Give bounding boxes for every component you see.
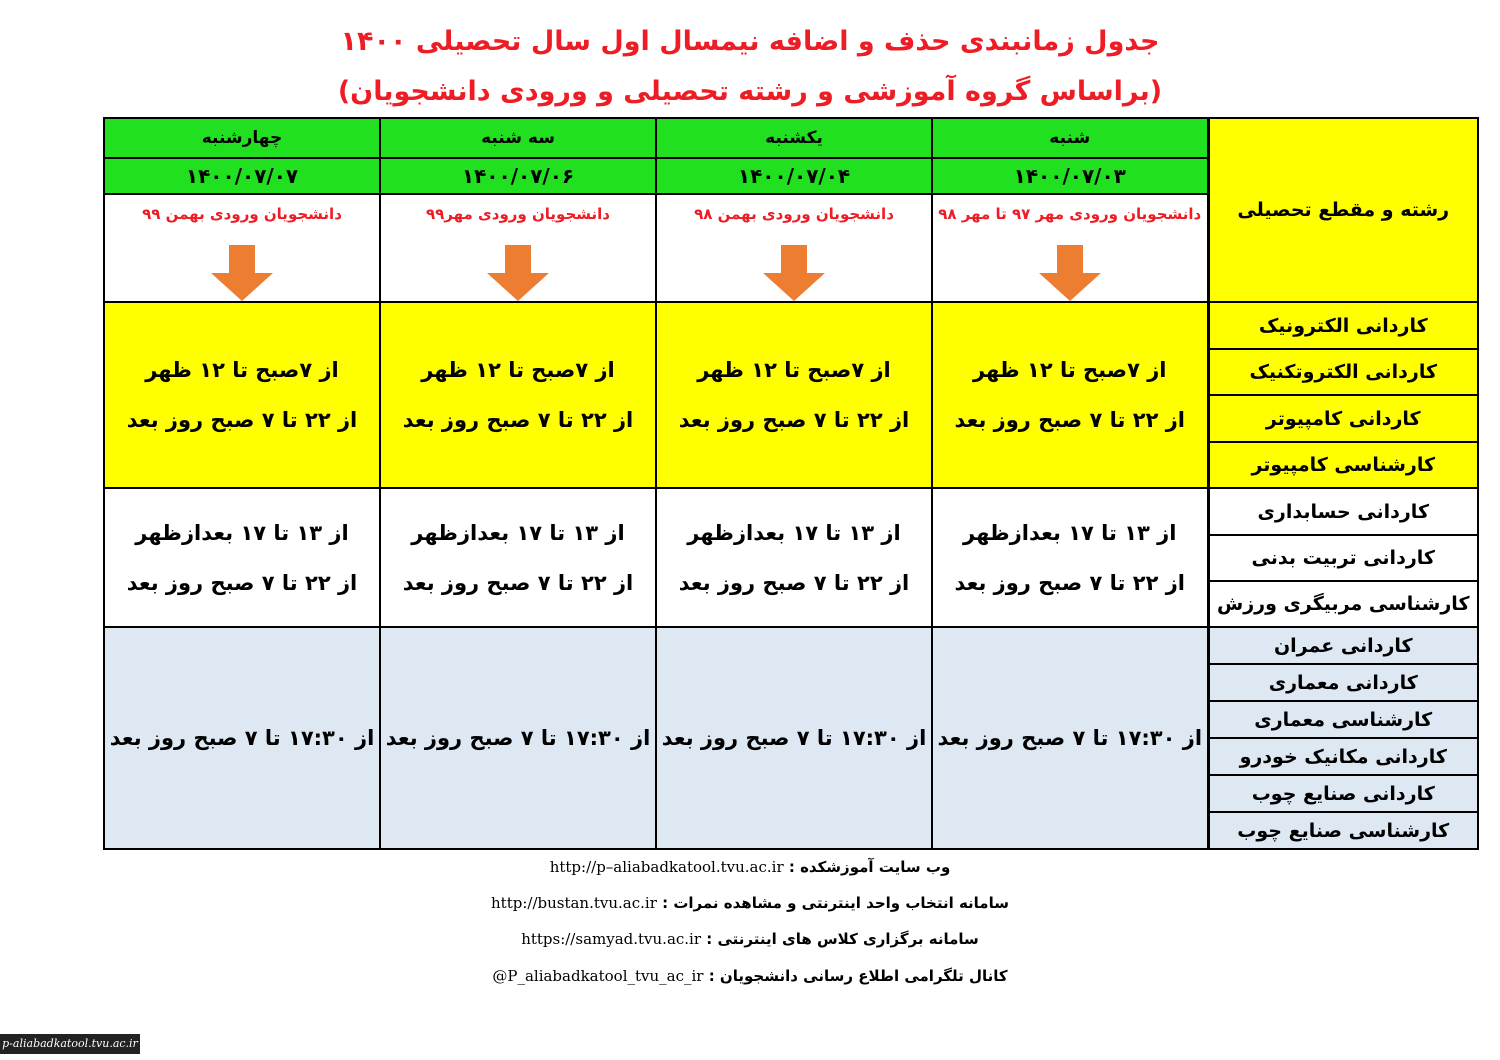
time-cell: از ۷صبح تا ۱۲ ظهر از ۲۲ تا ۷ صبح روز بعد <box>656 302 932 488</box>
down-arrow-icon <box>1039 245 1101 301</box>
footer-telegram <box>0 967 1500 985</box>
program-name: کاردانی عمران <box>1208 627 1478 664</box>
program-name: کاردانی مکانیک خودرو <box>1208 738 1478 775</box>
footer-website-label: وب سایت آموزشکده : <box>783 858 951 876</box>
entry-cell-wednesday <box>104 194 380 302</box>
program-name: کارشناسی معماری <box>1208 701 1478 738</box>
time-cell: از ۱۳ تا ۱۷ بعدازظهر از ۲۲ تا ۷ صبح روز بعد <box>932 488 1208 627</box>
day-name-sunday: یکشنبه <box>656 118 932 158</box>
down-arrow-icon <box>763 245 825 301</box>
program-name: کاردانی الکتروتکنیک <box>1208 349 1478 395</box>
day-name-saturday: شنبه <box>932 118 1208 158</box>
time-cell: از ۱۷:۳۰ تا ۷ صبح روز بعد <box>104 627 380 849</box>
schedule-table <box>103 117 1479 850</box>
entry-cell-saturday <box>932 194 1208 302</box>
program-name: کارشناسی مربیگری ورزش <box>1208 581 1478 627</box>
footer-classes-link[interactable]: https://samyad.tvu.ac.ir <box>521 930 702 948</box>
day-name-wednesday: چهارشنبه <box>104 118 380 158</box>
time-cell: از ۷صبح تا ۱۲ ظهر از ۲۲ تا ۷ صبح روز بعد <box>104 302 380 488</box>
day-date-saturday: ۱۴۰۰/۰۷/۰۳ <box>932 158 1208 194</box>
time-cell: از ۷صبح تا ۱۲ ظهر از ۲۲ تا ۷ صبح روز بعد <box>932 302 1208 488</box>
time-cell: از ۱۳ تا ۱۷ بعدازظهر از ۲۲ تا ۷ صبح روز بعد <box>104 488 380 627</box>
program-name: کارشناسی کامپیوتر <box>1208 442 1478 488</box>
footer-registration-link[interactable]: http://bustan.tvu.ac.ir <box>491 894 657 912</box>
page-subtitle: (براساس گروه آموزشی و رشته تحصیلی و ورودی دانشجویان) <box>337 76 1163 107</box>
time-cell: از ۷صبح تا ۱۲ ظهر از ۲۲ تا ۷ صبح روز بعد <box>380 302 656 488</box>
page-title: جدول زمانبندی حذف و اضافه نیمسال اول سال تحصیلی ۱۴۰۰ <box>340 26 1160 57</box>
time-cell: از ۱۳ تا ۱۷ بعدازظهر از ۲۲ تا ۷ صبح روز بعد <box>656 488 932 627</box>
down-arrow-icon <box>211 245 273 301</box>
footer-classes-label: سامانه برگزاری کلاس های اینترنتی : <box>701 930 979 948</box>
program-name: کاردانی حسابداری <box>1208 488 1478 535</box>
program-name: کاردانی معماری <box>1208 664 1478 701</box>
program-name: کارشناسی صنایع چوب <box>1208 812 1478 849</box>
program-name: کاردانی الکترونیک <box>1208 302 1478 349</box>
time-cell: از ۱۷:۳۰ تا ۷ صبح روز بعد <box>656 627 932 849</box>
entry-note-saturday: دانشجویان ورودی مهر ۹۷ تا مهر ۹۸ <box>938 205 1202 223</box>
day-date-tuesday: ۱۴۰۰/۰۷/۰۶ <box>380 158 656 194</box>
entry-cell-sunday <box>656 194 932 302</box>
entry-note-sunday: دانشجویان ورودی بهمن ۹۸ <box>694 205 894 223</box>
day-name-tuesday: سه شنبه <box>380 118 656 158</box>
footer-registration-label: سامانه انتخاب واحد اینترنتی و مشاهده نمرات : <box>656 894 1009 912</box>
footer-telegram-label: کانال تلگرامی اطلاع رسانی دانشجویان : <box>703 967 1008 985</box>
footer-telegram-link[interactable]: @P_aliabadkatool_tvu_ac_ir <box>492 967 704 985</box>
day-date-sunday: ۱۴۰۰/۰۷/۰۴ <box>656 158 932 194</box>
down-arrow-icon <box>487 245 549 301</box>
day-date-wednesday: ۱۴۰۰/۰۷/۰۷ <box>104 158 380 194</box>
entry-note-tuesday: دانشجویان ورودی مهر۹۹ <box>425 205 611 223</box>
time-cell: از ۱۳ تا ۱۷ بعدازظهر از ۲۲ تا ۷ صبح روز بعد <box>380 488 656 627</box>
footer-website-link[interactable]: http://p–aliabadkatool.tvu.ac.ir <box>549 858 784 876</box>
watermark: p-aliabadkatool.tvu.ac.ir <box>0 1034 140 1054</box>
time-cell: از ۱۷:۳۰ تا ۷ صبح روز بعد <box>932 627 1208 849</box>
program-column-header: رشته و مقطع تحصیلی <box>1208 118 1478 302</box>
footer-classes <box>0 930 1500 948</box>
program-name: کاردانی صنایع چوب <box>1208 775 1478 812</box>
entry-note-wednesday: دانشجویان ورودی بهمن ۹۹ <box>142 205 342 223</box>
footer-registration <box>0 894 1500 912</box>
footer-website <box>0 858 1500 876</box>
time-cell: از ۱۷:۳۰ تا ۷ صبح روز بعد <box>380 627 656 849</box>
entry-cell-tuesday <box>380 194 656 302</box>
program-name: کاردانی کامپیوتر <box>1208 395 1478 442</box>
program-name: کاردانی تربیت بدنی <box>1208 535 1478 581</box>
